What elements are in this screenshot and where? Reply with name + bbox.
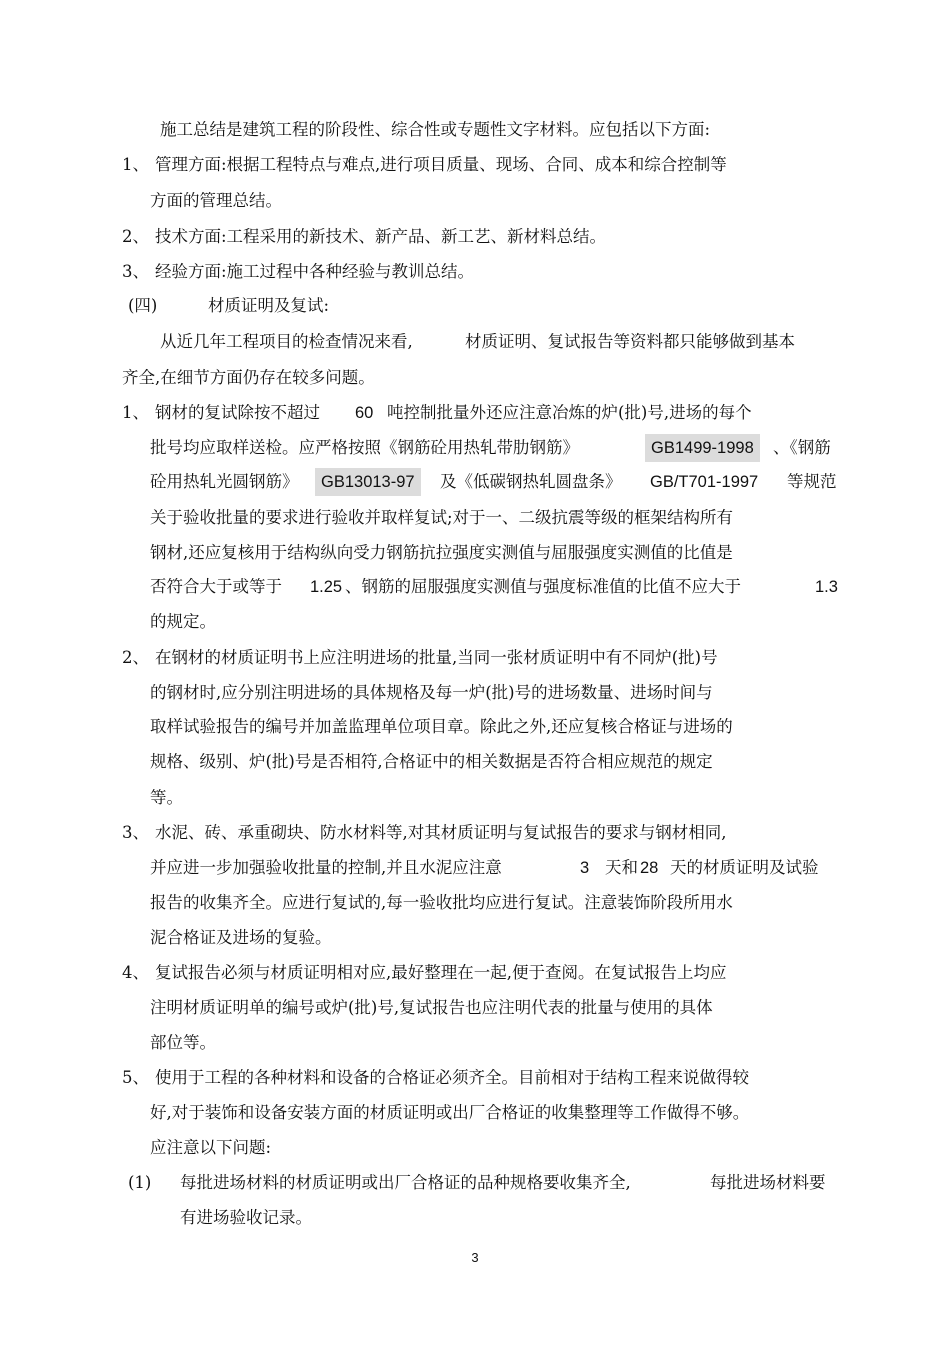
standard-code: GB13013-97	[315, 472, 421, 492]
list-number: 4、	[122, 963, 149, 982]
list-number: 5、	[122, 1068, 149, 1087]
list-item-text: 钢材的复试除按不超过	[155, 403, 320, 422]
list-item-text: 、钢筋的屈服强度实测值与强度标准值的比值不应大于	[345, 577, 741, 596]
list-item-text: 注明材质证明单的编号或炉(批)号,复试报告也应注明代表的批量与使用的具体	[150, 998, 713, 1017]
list-item-text: 好,对于装饰和设备安装方面的材质证明或出厂合格证的收集整理等工作做得不够。	[150, 1103, 750, 1122]
standard-code: GB/T701-1997	[650, 473, 759, 491]
list-item-text: 复试报告必须与材质证明相对应,最好整理在一起,便于查阅。在复试报告上均应	[155, 963, 727, 982]
list-item-text: 28	[640, 859, 659, 877]
list-item-text: 有进场验收记录。	[180, 1208, 312, 1227]
list-item-text: 吨控制批量外还应注意冶炼的炉(批)号,进场的每个	[387, 403, 752, 422]
list-item-text: 技术方面:工程采用的新技术、新产品、新工艺、新材料总结。	[155, 227, 607, 246]
list-item-text: 、《钢筋	[773, 438, 831, 457]
list-item-text: 等。	[150, 788, 183, 807]
list-item-text: 的规定。	[150, 612, 216, 631]
list-item-text: 并应进一步加强验收批量的控制,并且水泥应注意	[150, 858, 502, 877]
list-number: 1、	[122, 155, 149, 174]
sub-list-number: (1)	[128, 1173, 152, 1192]
paragraph-text: 材质证明、复试报告等资料都只能够做到基本	[465, 332, 795, 351]
list-item-text: 应注意以下问题:	[150, 1138, 272, 1157]
list-item-text: 天的材质证明及试验	[670, 858, 819, 877]
list-item-text: 每批进场材料的材质证明或出厂合格证的品种规格要收集齐全,	[180, 1173, 631, 1192]
paragraph-text: 齐全,在细节方面仍存在较多问题。	[122, 368, 375, 387]
list-item-text: 方面的管理总结。	[150, 191, 282, 210]
list-item-text: 的钢材时,应分别注明进场的具体规格及每一炉(批)号的进场数量、进场时间与	[150, 683, 713, 702]
list-item-text: 规格、级别、炉(批)号是否相符,合格证中的相关数据是否符合相应规范的规定	[150, 752, 713, 771]
list-number: 3、	[122, 262, 149, 281]
list-item-text: 报告的收集齐全。应进行复试的,每一验收批均应进行复试。注意装饰阶段所用水	[150, 893, 733, 912]
list-item-text: 经验方面:施工过程中各种经验与教训总结。	[155, 262, 475, 281]
section-number: (四)	[128, 296, 158, 315]
list-item-text: 钢材,还应复核用于结构纵向受力钢筋抗拉强度实测值与屈服强度实测值的比值是	[150, 543, 733, 562]
list-item-text: 管理方面:根据工程特点与难点,进行项目质量、现场、合同、成本和综合控制等	[155, 155, 727, 174]
list-item-text: 使用于工程的各种材料和设备的合格证必须齐全。目前相对于结构工程来说做得较	[155, 1068, 749, 1087]
list-item-text: 取样试验报告的编号并加盖监理单位项目章。除此之外,还应复核合格证与进场的	[150, 717, 733, 736]
list-item-text: 在钢材的材质证明书上应注明进场的批量,当同一张材质证明中有不同炉(批)号	[155, 648, 718, 667]
list-item-text: 1.25	[310, 578, 343, 596]
list-item-text: 等规范	[787, 472, 837, 491]
list-number: 2、	[122, 227, 149, 246]
list-item-text: 3	[580, 859, 590, 877]
list-number: 2、	[122, 648, 149, 667]
list-item-text: 60	[355, 404, 374, 422]
intro-paragraph: 施工总结是建筑工程的阶段性、综合性或专题性文字材料。应包括以下方面:	[160, 120, 711, 139]
list-item-text: 每批进场材料要	[710, 1173, 826, 1192]
list-item-text: 否符合大于或等于	[150, 577, 282, 596]
section-title: 材质证明及复试:	[208, 296, 330, 315]
list-item-text: 批号均应取样送检。应严格按照《钢筋砼用热轧带肋钢筋》	[150, 438, 579, 457]
list-number: 3、	[122, 823, 149, 842]
list-item-text: 关于验收批量的要求进行验收并取样复试;对于一、二级抗震等级的框架结构所有	[150, 508, 734, 527]
list-item-text: 水泥、砖、承重砌块、防水材料等,对其材质证明与复试报告的要求与钢材相同,	[155, 823, 727, 842]
paragraph-text: 从近几年工程项目的检查情况来看,	[160, 332, 413, 351]
standard-code: GB1499-1998	[645, 438, 760, 458]
list-item-text: 1.3	[815, 578, 838, 596]
list-item-text: 及《低碳钢热轧圆盘条》	[440, 472, 622, 491]
list-number: 1、	[122, 403, 149, 422]
list-item-text: 泥合格证及进场的复验。	[150, 928, 332, 947]
page-number: 3	[471, 1250, 479, 1265]
list-item-text: 砼用热轧光圆钢筋》	[150, 472, 299, 491]
list-item-text: 天和	[605, 858, 638, 877]
list-item-text: 部位等。	[150, 1033, 216, 1052]
